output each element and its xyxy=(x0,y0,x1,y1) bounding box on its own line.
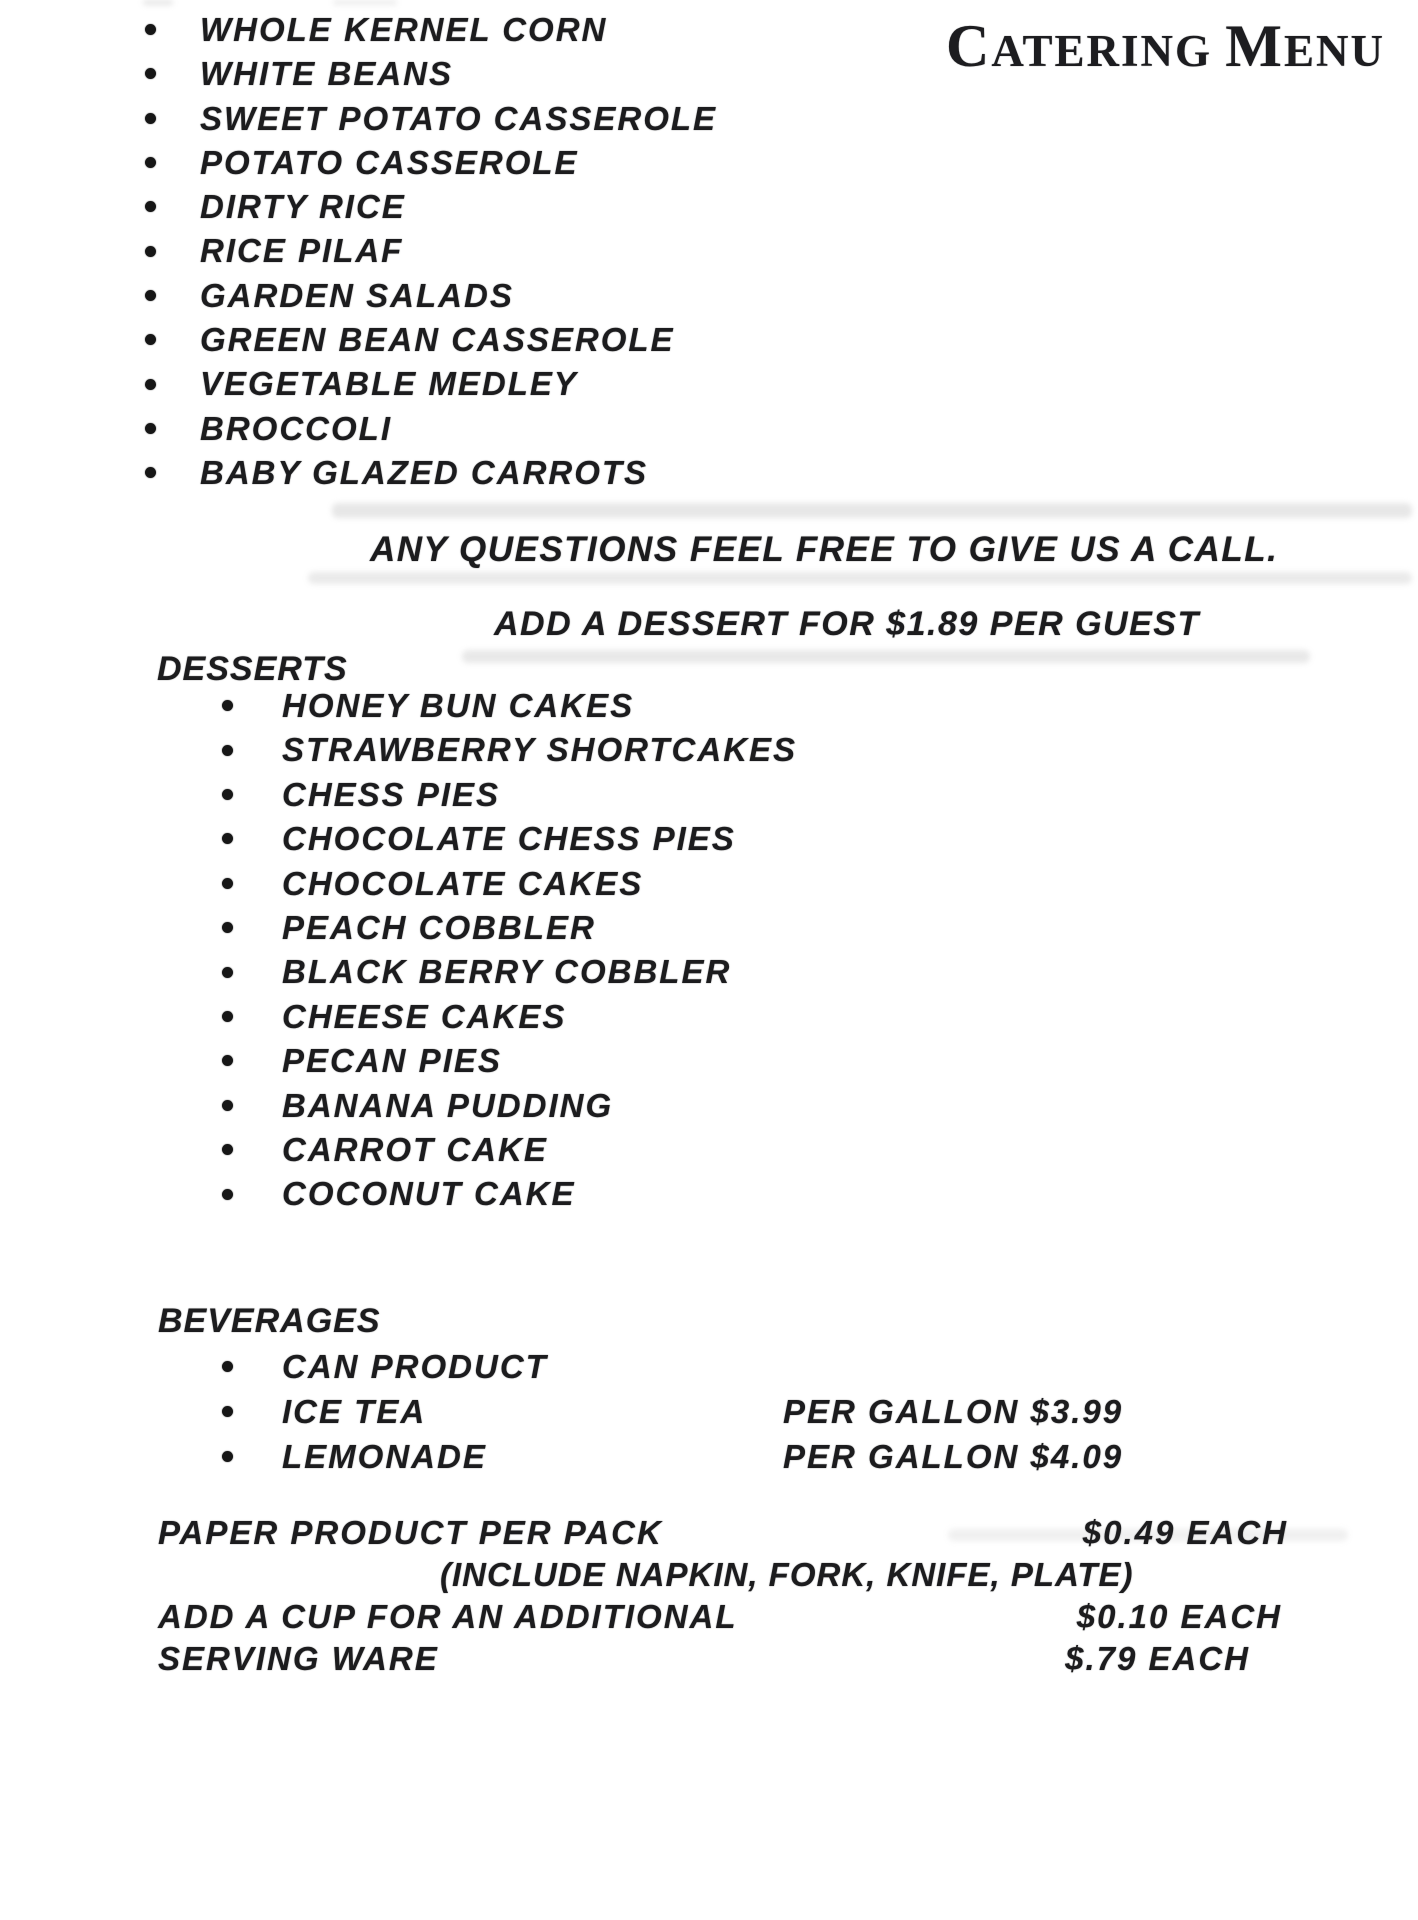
row-label: ADD A CUP FOR AN ADDITIONAL xyxy=(158,1598,738,1635)
bullet-icon xyxy=(145,113,156,124)
bullet-icon xyxy=(222,833,233,844)
list-item xyxy=(143,451,717,495)
bullet-icon xyxy=(222,1189,233,1200)
bullet-icon xyxy=(145,423,156,434)
row-label: PAPER PRODUCT PER PACK xyxy=(158,1514,663,1551)
title-initial: C xyxy=(946,13,992,79)
list-item xyxy=(143,407,717,451)
menu-item-label: PEACH COBBLER xyxy=(282,909,596,947)
bullet-icon xyxy=(222,789,233,800)
menu-item-label: GREEN BEAN CASSEROLE xyxy=(200,321,675,359)
bullet-icon xyxy=(145,201,156,212)
list-item xyxy=(220,995,797,1039)
call-note: ANY QUESTIONS FEEL FREE TO GIVE US A CALL. xyxy=(370,530,1279,569)
scan-artifact xyxy=(143,0,173,5)
list-item xyxy=(220,728,797,772)
row-price: $0.49 EACH xyxy=(1082,1514,1288,1551)
menu-item-label: BLACK BERRY COBBLER xyxy=(282,953,732,991)
scan-artifact xyxy=(308,572,1412,584)
scan-artifact xyxy=(462,650,1310,663)
bullet-icon xyxy=(222,1100,233,1111)
row-label: SERVING WARE xyxy=(158,1640,439,1677)
menu-item-price: PER GALLON $3.99 xyxy=(783,1393,1124,1430)
list-item xyxy=(220,1434,1124,1479)
bullet-icon xyxy=(145,157,156,168)
list-item xyxy=(220,1172,797,1216)
bullet-icon xyxy=(145,24,156,35)
bullet-icon xyxy=(222,1055,233,1066)
bullet-icon xyxy=(222,922,233,933)
scan-artifact xyxy=(332,503,1412,518)
list-item xyxy=(220,817,797,861)
menu-item-label: SWEET POTATO CASSEROLE xyxy=(200,99,718,137)
bullet-icon xyxy=(222,1011,233,1022)
menu-item-label: WHOLE KERNEL CORN xyxy=(200,11,608,48)
list-item xyxy=(143,229,717,273)
dessert-upsell-note: ADD A DESSERT FOR $1.89 PER GUEST xyxy=(494,605,1200,643)
menu-item-label: HONEY BUN CAKES xyxy=(282,687,635,724)
bullet-icon xyxy=(145,467,156,478)
menu-item-label: BROCCOLI xyxy=(200,409,392,447)
list-item xyxy=(143,274,717,318)
row-price: $.79 EACH xyxy=(1065,1640,1250,1677)
list-item xyxy=(143,52,717,96)
add-cup-row xyxy=(0,1598,1418,1636)
bullet-icon xyxy=(145,379,156,390)
list-item xyxy=(220,684,797,728)
title-text: ENU xyxy=(1283,26,1385,76)
list-item xyxy=(220,773,797,817)
menu-item-label: CHOCOLATE CAKES xyxy=(282,864,644,902)
sides-list xyxy=(143,8,717,495)
list-item xyxy=(143,141,717,185)
serving-ware-row xyxy=(0,1640,1418,1678)
bullet-icon xyxy=(222,700,233,711)
row-price: $0.10 EACH xyxy=(1076,1598,1282,1635)
bullet-icon xyxy=(222,745,233,756)
menu-item-label: BANANA PUDDING xyxy=(282,1086,614,1124)
list-item xyxy=(143,362,717,406)
list-item xyxy=(143,8,717,52)
menu-item-label: RICE PILAF xyxy=(200,232,404,270)
title-text: ATERING xyxy=(991,26,1213,76)
menu-item-label: PECAN PIES xyxy=(282,1042,502,1080)
menu-item-label: GARDEN SALADS xyxy=(200,276,514,314)
list-item xyxy=(220,1128,797,1172)
menu-item-label: STRAWBERRY SHORTCAKES xyxy=(282,731,798,769)
list-item xyxy=(143,318,717,362)
menu-item-label: CHOCOLATE CHESS PIES xyxy=(282,820,736,858)
bullet-icon xyxy=(145,334,156,345)
list-item xyxy=(143,185,717,229)
menu-item-label: VEGETABLE MEDLEY xyxy=(200,365,578,403)
bullet-icon xyxy=(145,68,156,79)
menu-item-label: DIRTY RICE xyxy=(200,188,406,226)
list-item xyxy=(220,862,797,906)
menu-item-label: CARROT CAKE xyxy=(282,1131,548,1169)
list-item xyxy=(220,906,797,950)
title-initial: M xyxy=(1225,13,1284,79)
list-item xyxy=(220,1084,797,1128)
list-item xyxy=(220,1389,1124,1434)
menu-item-label: WHITE BEANS xyxy=(200,55,453,93)
paper-include-note-row xyxy=(0,1556,1418,1594)
list-item xyxy=(220,950,797,994)
bullet-icon xyxy=(222,878,233,889)
bullet-icon xyxy=(222,967,233,978)
list-item xyxy=(220,1344,548,1389)
beverages-list xyxy=(220,1344,1124,1479)
page-title xyxy=(946,12,1385,81)
menu-item-label: LEMONADE xyxy=(282,1438,487,1475)
menu-item-label: POTATO CASSEROLE xyxy=(200,143,579,181)
bullet-icon xyxy=(222,1144,233,1155)
scan-artifact xyxy=(333,0,397,5)
bullet-icon xyxy=(145,246,156,257)
menu-item-label: COCONUT CAKE xyxy=(282,1175,576,1213)
title-space xyxy=(1212,26,1225,76)
list-item xyxy=(220,1039,797,1083)
bullet-icon xyxy=(222,1361,233,1372)
paper-product-row xyxy=(0,1514,1418,1552)
menu-item-label: CAN PRODUCT xyxy=(282,1348,548,1385)
menu-item-label: ICE TEA xyxy=(282,1393,427,1430)
bullet-icon xyxy=(145,290,156,301)
menu-item-label: CHESS PIES xyxy=(282,775,501,813)
menu-item-price: PER GALLON $4.09 xyxy=(783,1438,1124,1475)
row-label: (INCLUDE NAPKIN, FORK, KNIFE, PLATE) xyxy=(440,1556,1134,1593)
menu-item-label: CHEESE CAKES xyxy=(282,997,567,1035)
bullet-icon xyxy=(222,1451,233,1462)
menu-item-label: BABY GLAZED CARROTS xyxy=(200,453,649,491)
desserts-list xyxy=(220,684,797,1217)
bullet-icon xyxy=(222,1406,233,1417)
desserts-heading: DESSERTS xyxy=(157,650,348,688)
beverages-heading: BEVERAGES xyxy=(158,1302,381,1340)
list-item xyxy=(143,97,717,141)
